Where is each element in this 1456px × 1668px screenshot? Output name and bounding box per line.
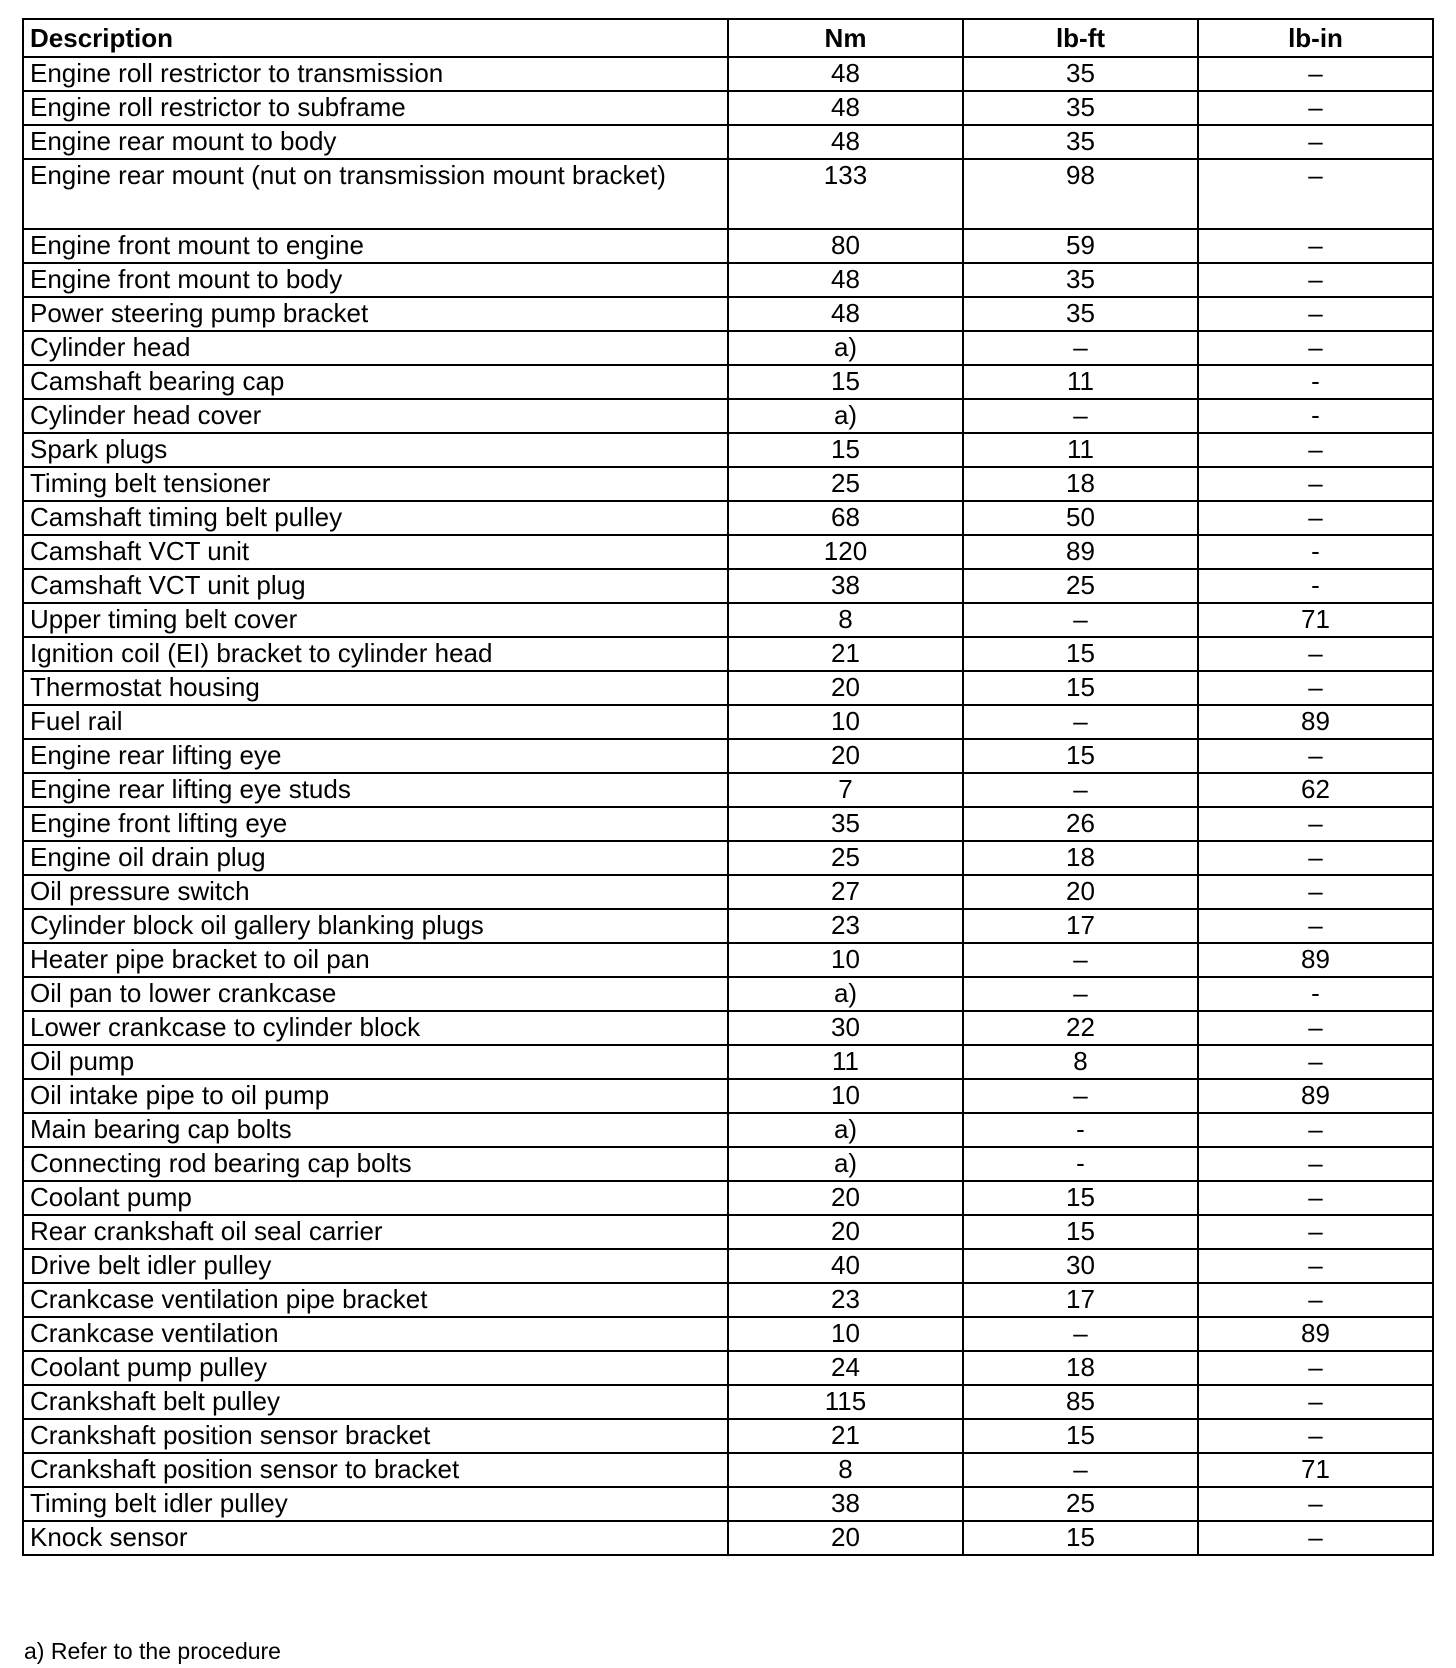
cell-description: Coolant pump pulley (23, 1351, 728, 1385)
table-row (23, 297, 1433, 331)
cell-lbft: 30 (963, 1249, 1198, 1283)
cell-nm: 8 (728, 603, 963, 637)
cell-nm: 133 (728, 159, 963, 229)
cell-description: Engine rear mount to body (23, 125, 728, 159)
cell-lbft: – (963, 773, 1198, 807)
cell-description: Ignition coil (EI) bracket to cylinder head (23, 637, 728, 671)
cell-lbft: 50 (963, 501, 1198, 535)
table-row (23, 739, 1433, 773)
cell-lbft: 85 (963, 1385, 1198, 1419)
cell-lbin: – (1198, 1385, 1433, 1419)
cell-description: Lower crankcase to cylinder block (23, 1011, 728, 1045)
table-row (23, 1079, 1433, 1113)
table-row (23, 433, 1433, 467)
cell-description: Coolant pump (23, 1181, 728, 1215)
cell-lbft: 15 (963, 1419, 1198, 1453)
cell-lbin: – (1198, 1351, 1433, 1385)
cell-description: Engine roll restrictor to subframe (23, 91, 728, 125)
cell-lbin: – (1198, 671, 1433, 705)
cell-nm: 80 (728, 229, 963, 263)
cell-description: Crankshaft belt pulley (23, 1385, 728, 1419)
cell-nm: 38 (728, 569, 963, 603)
table-row (23, 501, 1433, 535)
cell-lbin: - (1198, 365, 1433, 399)
cell-nm: 30 (728, 1011, 963, 1045)
table-row (23, 467, 1433, 501)
cell-lbin: 89 (1198, 943, 1433, 977)
cell-description: Connecting rod bearing cap bolts (23, 1147, 728, 1181)
cell-nm: 40 (728, 1249, 963, 1283)
cell-nm: 48 (728, 91, 963, 125)
cell-description: Power steering pump bracket (23, 297, 728, 331)
cell-description: Knock sensor (23, 1521, 728, 1555)
cell-lbin: – (1198, 1113, 1433, 1147)
cell-lbft: 35 (963, 57, 1198, 91)
cell-lbft: 59 (963, 229, 1198, 263)
cell-lbin: – (1198, 57, 1433, 91)
header-description: Description (23, 19, 728, 57)
table-row (23, 1181, 1433, 1215)
cell-lbin: – (1198, 297, 1433, 331)
cell-lbin: - (1198, 569, 1433, 603)
cell-lbin: 89 (1198, 1079, 1433, 1113)
cell-description: Engine rear mount (nut on transmission mount bracket) (23, 159, 728, 229)
cell-nm: 8 (728, 1453, 963, 1487)
cell-lbft: 35 (963, 297, 1198, 331)
cell-description: Fuel rail (23, 705, 728, 739)
table-row (23, 1283, 1433, 1317)
cell-lbft: – (963, 1079, 1198, 1113)
cell-lbft: – (963, 705, 1198, 739)
table-row (23, 705, 1433, 739)
table-row (23, 943, 1433, 977)
cell-description: Crankshaft position sensor bracket (23, 1419, 728, 1453)
cell-lbft: 18 (963, 841, 1198, 875)
table-row (23, 773, 1433, 807)
table-row (23, 159, 1433, 229)
table-row (23, 1419, 1433, 1453)
cell-lbft: 17 (963, 1283, 1198, 1317)
cell-lbin: – (1198, 501, 1433, 535)
cell-nm: a) (728, 399, 963, 433)
cell-description: Cylinder head cover (23, 399, 728, 433)
cell-nm: 24 (728, 1351, 963, 1385)
cell-nm: 15 (728, 433, 963, 467)
cell-description: Crankcase ventilation (23, 1317, 728, 1351)
cell-description: Camshaft timing belt pulley (23, 501, 728, 535)
cell-lbin: – (1198, 875, 1433, 909)
cell-description: Main bearing cap bolts (23, 1113, 728, 1147)
cell-description: Engine oil drain plug (23, 841, 728, 875)
cell-lbft: – (963, 943, 1198, 977)
cell-description: Crankcase ventilation pipe bracket (23, 1283, 728, 1317)
cell-lbin: – (1198, 739, 1433, 773)
header-lbin: lb-in (1198, 19, 1433, 57)
table-row (23, 535, 1433, 569)
cell-nm: a) (728, 1147, 963, 1181)
cell-nm: 7 (728, 773, 963, 807)
cell-nm: 115 (728, 1385, 963, 1419)
cell-lbft: 8 (963, 1045, 1198, 1079)
table-row (23, 91, 1433, 125)
cell-lbft: 98 (963, 159, 1198, 229)
cell-lbin: – (1198, 1283, 1433, 1317)
cell-lbin: – (1198, 1419, 1433, 1453)
cell-lbin: 89 (1198, 1317, 1433, 1351)
cell-lbin: – (1198, 807, 1433, 841)
cell-lbft: 35 (963, 263, 1198, 297)
cell-lbft: 15 (963, 637, 1198, 671)
cell-lbin: – (1198, 263, 1433, 297)
cell-description: Heater pipe bracket to oil pan (23, 943, 728, 977)
cell-lbin: - (1198, 977, 1433, 1011)
cell-lbft: 11 (963, 365, 1198, 399)
cell-lbin: – (1198, 1521, 1433, 1555)
cell-nm: 15 (728, 365, 963, 399)
cell-nm: 23 (728, 1283, 963, 1317)
table-row (23, 1147, 1433, 1181)
header-lbft: lb-ft (963, 19, 1198, 57)
table-row (23, 1453, 1433, 1487)
cell-nm: 38 (728, 1487, 963, 1521)
cell-lbin: 71 (1198, 603, 1433, 637)
cell-nm: 23 (728, 909, 963, 943)
cell-lbft: – (963, 331, 1198, 365)
cell-lbft: 15 (963, 1521, 1198, 1555)
cell-lbin: – (1198, 229, 1433, 263)
cell-nm: 68 (728, 501, 963, 535)
cell-nm: 10 (728, 705, 963, 739)
cell-nm: a) (728, 977, 963, 1011)
cell-lbin: – (1198, 125, 1433, 159)
cell-description: Camshaft VCT unit (23, 535, 728, 569)
cell-description: Engine rear lifting eye studs (23, 773, 728, 807)
cell-lbft: 25 (963, 569, 1198, 603)
table-row (23, 1317, 1433, 1351)
cell-nm: 48 (728, 297, 963, 331)
cell-description: Thermostat housing (23, 671, 728, 705)
cell-lbin: – (1198, 1147, 1433, 1181)
cell-nm: 10 (728, 1079, 963, 1113)
cell-lbft: 35 (963, 91, 1198, 125)
table-row (23, 603, 1433, 637)
cell-description: Engine roll restrictor to transmission (23, 57, 728, 91)
table-row (23, 1385, 1433, 1419)
table-row (23, 1487, 1433, 1521)
footnote: a) Refer to the procedure (24, 1638, 281, 1664)
cell-description: Camshaft VCT unit plug (23, 569, 728, 603)
table-row (23, 1113, 1433, 1147)
table-row (23, 909, 1433, 943)
cell-nm: 21 (728, 1419, 963, 1453)
cell-lbin: 62 (1198, 773, 1433, 807)
cell-lbft: 15 (963, 739, 1198, 773)
cell-nm: 20 (728, 1181, 963, 1215)
table-row (23, 399, 1433, 433)
table-row (23, 365, 1433, 399)
cell-lbft: 15 (963, 671, 1198, 705)
cell-description: Timing belt idler pulley (23, 1487, 728, 1521)
cell-description: Engine front lifting eye (23, 807, 728, 841)
cell-description: Camshaft bearing cap (23, 365, 728, 399)
cell-lbft: - (963, 1147, 1198, 1181)
cell-lbft: – (963, 399, 1198, 433)
cell-lbft: 26 (963, 807, 1198, 841)
table-row (23, 1351, 1433, 1385)
cell-lbin: – (1198, 1011, 1433, 1045)
cell-nm: 21 (728, 637, 963, 671)
cell-lbft: – (963, 977, 1198, 1011)
cell-description: Oil pressure switch (23, 875, 728, 909)
header-nm: Nm (728, 19, 963, 57)
table-row (23, 1011, 1433, 1045)
cell-description: Engine front mount to body (23, 263, 728, 297)
cell-nm: 20 (728, 739, 963, 773)
cell-lbin: – (1198, 1215, 1433, 1249)
cell-nm: a) (728, 331, 963, 365)
table-row (23, 1249, 1433, 1283)
cell-lbft: – (963, 1453, 1198, 1487)
cell-lbin: – (1198, 1249, 1433, 1283)
cell-nm: 48 (728, 57, 963, 91)
cell-nm: 10 (728, 943, 963, 977)
cell-description: Oil intake pipe to oil pump (23, 1079, 728, 1113)
table-row (23, 57, 1433, 91)
cell-lbft: - (963, 1113, 1198, 1147)
cell-nm: 48 (728, 263, 963, 297)
cell-description: Upper timing belt cover (23, 603, 728, 637)
table-row (23, 125, 1433, 159)
cell-nm: 20 (728, 1521, 963, 1555)
cell-lbin: – (1198, 637, 1433, 671)
table-row (23, 977, 1433, 1011)
table-row (23, 637, 1433, 671)
cell-description: Rear crankshaft oil seal carrier (23, 1215, 728, 1249)
cell-description: Timing belt tensioner (23, 467, 728, 501)
table-row (23, 671, 1433, 705)
torque-specification-table (22, 18, 1434, 1556)
table-row (23, 263, 1433, 297)
cell-nm: 11 (728, 1045, 963, 1079)
cell-lbft: 89 (963, 535, 1198, 569)
cell-lbft: – (963, 603, 1198, 637)
cell-lbft: 11 (963, 433, 1198, 467)
table-row (23, 1045, 1433, 1079)
cell-lbft: – (963, 1317, 1198, 1351)
cell-lbft: 35 (963, 125, 1198, 159)
table-row (23, 1521, 1433, 1555)
cell-nm: 120 (728, 535, 963, 569)
cell-description: Spark plugs (23, 433, 728, 467)
cell-lbft: 25 (963, 1487, 1198, 1521)
table-header-row (23, 19, 1433, 57)
cell-lbin: – (1198, 1487, 1433, 1521)
cell-lbft: 15 (963, 1215, 1198, 1249)
cell-lbft: 18 (963, 1351, 1198, 1385)
cell-lbft: 17 (963, 909, 1198, 943)
table-row (23, 229, 1433, 263)
cell-lbin: – (1198, 467, 1433, 501)
cell-lbin: 89 (1198, 705, 1433, 739)
cell-lbin: 71 (1198, 1453, 1433, 1487)
cell-description: Cylinder head (23, 331, 728, 365)
cell-description: Engine front mount to engine (23, 229, 728, 263)
table-row (23, 841, 1433, 875)
cell-description: Engine rear lifting eye (23, 739, 728, 773)
cell-lbft: 18 (963, 467, 1198, 501)
cell-lbin: – (1198, 433, 1433, 467)
cell-nm: 10 (728, 1317, 963, 1351)
cell-nm: 20 (728, 1215, 963, 1249)
cell-nm: 35 (728, 807, 963, 841)
cell-lbft: 15 (963, 1181, 1198, 1215)
table-row (23, 331, 1433, 365)
cell-description: Oil pump (23, 1045, 728, 1079)
cell-lbin: – (1198, 159, 1433, 229)
cell-nm: 25 (728, 841, 963, 875)
cell-lbin: - (1198, 399, 1433, 433)
cell-lbin: – (1198, 1045, 1433, 1079)
cell-lbin: – (1198, 1181, 1433, 1215)
cell-nm: a) (728, 1113, 963, 1147)
cell-description: Crankshaft position sensor to bracket (23, 1453, 728, 1487)
table-row (23, 569, 1433, 603)
table-row (23, 875, 1433, 909)
cell-nm: 27 (728, 875, 963, 909)
table-body (23, 57, 1433, 1555)
cell-lbft: 20 (963, 875, 1198, 909)
cell-description: Cylinder block oil gallery blanking plugs (23, 909, 728, 943)
cell-description: Drive belt idler pulley (23, 1249, 728, 1283)
table-row (23, 807, 1433, 841)
cell-lbin: – (1198, 909, 1433, 943)
cell-nm: 25 (728, 467, 963, 501)
cell-nm: 20 (728, 671, 963, 705)
cell-lbin: – (1198, 331, 1433, 365)
cell-lbft: 22 (963, 1011, 1198, 1045)
cell-description: Oil pan to lower crankcase (23, 977, 728, 1011)
cell-nm: 48 (728, 125, 963, 159)
cell-lbin: - (1198, 535, 1433, 569)
cell-lbin: – (1198, 841, 1433, 875)
cell-lbin: – (1198, 91, 1433, 125)
table-row (23, 1215, 1433, 1249)
